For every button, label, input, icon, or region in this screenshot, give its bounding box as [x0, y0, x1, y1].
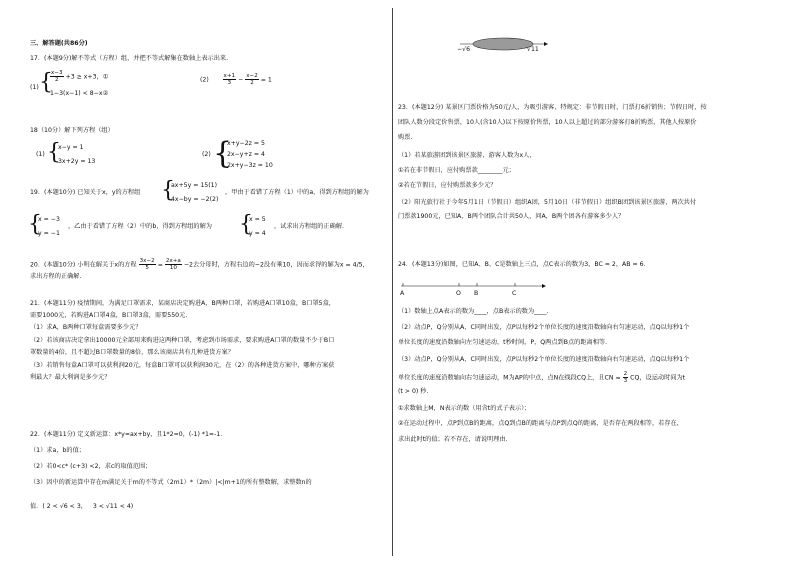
q24-line1: 24．(本题13分)如图，已知A、B、C是数轴上三点，点C表示的数为3，BC = 2，AB = 6． [398, 261, 650, 268]
q18-part1-line2: 3x+2y = 13 [58, 158, 96, 165]
column-divider [392, 8, 393, 556]
q18-part2-line3: 2x+y−3z = 10 [227, 162, 273, 169]
q24-line3: （2）动点P，Q分别从A，C同时出发，点P以每秒2个单位长度的速度沿数轴向右匀速运动，点Q以每秒1个 [398, 324, 690, 331]
q23-line2: 团队人数分段定价售票，10人(含10人)以下按原价售票，10人以上超过的部分游客打8折购票，其他人按原价 [398, 119, 697, 126]
q19-text-d: ，试求出方程组的正确解. [274, 223, 345, 230]
q18-part2-line1: x+y−2z = 5 [227, 140, 265, 147]
q24-axis-label-b: B [474, 290, 479, 297]
q20-line2: 求出方程的正确解. [30, 273, 82, 280]
q24-line5: （3）动点P，Q分别从A，C同时出发，点P以每秒2个单位长度的速度沿数轴向右匀速运动，点Q以每秒1个 [398, 356, 690, 363]
q24-axis-arrow [542, 284, 546, 288]
q23-line5: ①若在非节假日，应付购票款________元； [398, 167, 515, 174]
q19-text-b: ，甲由于看错了方程（1）中的a，得到方程组的解为 [225, 189, 369, 196]
q23-line7: （2）阳光旅行社于今年5月1日（节假日）组织A团，5月10日（非节假日）组织B团到该景区旅游，两次共付 [398, 199, 697, 206]
q21-line4: （2）若该商店决定拿出10000元全部用来购进这两种口罩，考虑到市场需求，要求购进A口罩的数量不少于B口 [30, 337, 335, 344]
q20-fraction-right: $\frac{2x+a}{10}$ [165, 258, 181, 271]
q18-part1-label: (1) [36, 151, 45, 158]
q17-part1-brace: { [39, 70, 53, 95]
q21-line1: 21．(本题11分) 疫情期间，为满足口罩需求，某商店决定购进A，B两种口罩，若购进A口罩10盒，B口罩5盒， [30, 300, 335, 307]
q17-title: 17．(本题9分)解不等式（方程）组，并把不等式解集在数轴上表示出来. [30, 55, 229, 62]
q21-line3: （1）求A，B两种口罩每盒需要多少元？ [30, 324, 142, 331]
q18-part1-line1: x−y = 1 [58, 144, 84, 151]
q17-part1-fraction: $\frac{x-3}{2}$ [51, 70, 63, 83]
q18-title: 18（10分）解下列方程（组） [30, 127, 114, 134]
q18-part2-line2: 2x−y+z = 4 [227, 151, 265, 158]
q19-solution2-brace: { [239, 212, 253, 237]
q17-part1-line2: 1−3(x−1) < 8−x② [50, 90, 109, 97]
q19-system-line1: ax+5y = 15(1) [171, 182, 217, 189]
left-column [30, 0, 385, 562]
q19-solution1-line1: x = −3 [38, 216, 60, 223]
q19-text-c: ，乙由于看错了方程（2）中的b，得到方程组的解为 [68, 223, 212, 230]
number-line-ellipse [473, 38, 533, 50]
q24-axis-label-o: O [456, 290, 461, 297]
q23-line4: （1）若某旅游团到该景区旅游，游客人数为x人， [398, 152, 536, 159]
q17-part2: (2) $\frac{x+1}{3}$ − $\frac{x-2}{2}$ = 1 [200, 73, 272, 86]
q22-line5: 值．( 2 < √6 < 3， 3 < √11 < 4) [30, 503, 134, 510]
q19-solution1-line2: y = −1 [38, 230, 60, 237]
section-title: 三、解答题(共86分) [30, 40, 88, 47]
q24-line4: 单位长度的速度沿数轴向左匀速运动，t秒时间，P，Q两点到B点的距离相等. [398, 339, 608, 346]
number-line-arrow [544, 42, 548, 46]
q23-line3: 购票. [398, 134, 413, 141]
q21-line6: （3）若销售每盒A口罩可以获利润20元，每盒B口罩可以获利润30元，在（2）的各种进货方案中，哪种方案获 [30, 362, 335, 369]
q24-line9: ②在运动过程中，点P到点B的距离，点Q到点B的距离与点P到点Q的距离，是否存在两段相等，若存在， [398, 420, 683, 427]
q23-line6: ②若在节假日，应付购票款多少元？ [398, 182, 497, 189]
q23-line8: 门票款1900元，已知A，B两个团队合计共50人，问A，B两个团各有游客多少人？ [398, 213, 625, 220]
q21-line5: 罩数量的4倍，且不超过B口罩数量的8倍，那么该商店共有几种进货方案？ [30, 349, 234, 356]
q22-line1: 22．(本题11分) 定义新运算：x*y=ax+by，且1*2=0，(-1) *1=-1. [30, 431, 223, 438]
q17-part1-line1: $\frac{x-3}{2}$ +3 ≥ x+3，① [51, 70, 109, 83]
q19-text-a: 19．(本题10分) 已知关于x，y的方程组 [30, 189, 141, 196]
q19-solution2-line1: x = 5 [249, 216, 266, 223]
q24-line6: 单位长度的速度沿数轴向右匀速运动，M为AP的中点，点N在线段CQ上，且CN = $\frac{2}{3}$ CQ，设运动时间为t [398, 371, 686, 384]
q24-number-line [398, 280, 548, 292]
q24-fraction: $\frac{2}{3}$ [623, 371, 628, 384]
q24-line2: （1）数轴上点A表示的数为____，点B表示的数为____. [398, 308, 549, 315]
q22-line2: （1）求a，b的值； [30, 447, 85, 454]
q22-line4: （3）因中的新运算中存在m满足关于m的不等式（2m1）*（2m）|<|m+1的所有整数解，求整数n的 [30, 479, 312, 486]
q24-line10: 求出此时t的值；若不存在，请说明理由. [398, 436, 508, 443]
q22-line3: （2）若0<c* (c+3) <2，求c的取值范围； [30, 463, 152, 470]
q19-solution2-line2: y = 4 [249, 230, 266, 237]
q19-system-brace: { [161, 178, 175, 203]
q18-part2-label: (2) [202, 151, 211, 158]
q21-line7: 利最大？最大利润是多少元？ [30, 374, 111, 381]
q19-system-line2: 4x−by = −2(2) [171, 196, 219, 203]
q20-line1: 20．(本题10分) 小明在解关于x的方程 $\frac{3x-2}{5}$ = $\frac{2x+a}{10}$ −2去分母时，方程右边的−2没有乘10，因而求得的解为x = 4/5， [30, 258, 369, 271]
q24-axis-label-c: C [512, 290, 517, 297]
q23-line1: 23．(本题12分) 某景区门票价格为50元/人，为吸引游客，特规定：非节假日时，门票打6折销售；节假日时，按 [398, 104, 707, 111]
q24-axis-label-a: A [400, 290, 405, 297]
q24-line7: (t > 0) 秒. [398, 388, 429, 395]
q17-part1-label: (1) [30, 84, 39, 91]
number-line-label-left: −√6 [457, 46, 471, 53]
q24-line8: ①求数轴上M，N表示的数（用含t的式子表示）； [398, 405, 531, 412]
number-line-label-right: √11 [527, 46, 539, 53]
q18-part1-brace: { [47, 140, 61, 165]
q18-part2-brace: { [213, 136, 233, 171]
right-column [398, 0, 770, 562]
q19-solution1-brace: { [28, 212, 42, 237]
q20-fraction-left: $\frac{3x-2}{5}$ [139, 258, 155, 271]
q21-line2: 需要1000元，若购进A口罩4盒，B口罩3盒，需要550元. [30, 312, 188, 319]
